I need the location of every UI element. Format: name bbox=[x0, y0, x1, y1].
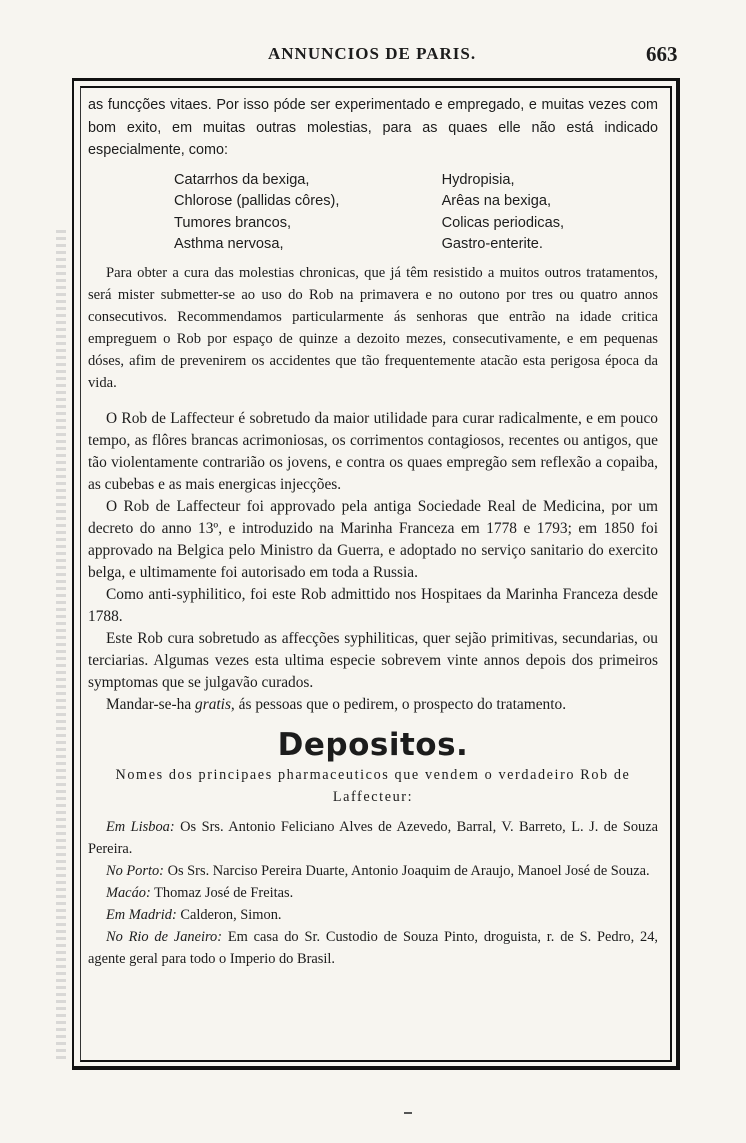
disease-row bbox=[174, 170, 634, 192]
deposit-text: Os Srs. Narciso Pereira Duarte, Antonio Joaquim de Araujo, Manoel José de Souza. bbox=[167, 862, 650, 879]
prospectus-gratis: gratis, bbox=[195, 695, 235, 713]
disease-list bbox=[174, 170, 634, 256]
utility-paragraph: O Rob de Laffecteur é sobretudo da maior utilidade para curar radicalmente, e em pouco tempo, as flôres brancas acrimoniosas, os corrimentos contagiosos, recentes ou antigos, que tão violentamente contrarião os jovens, e contra os quaes empregão sem reflexão a copaiba, as cubebas e as mais energicas injecções. bbox=[88, 409, 658, 493]
deposit-text: Em casa do Sr. Custodio de Souza Pinto, droguista, r. de S. Pedro, 24, agente geral para todo o Imperio do Brasil. bbox=[88, 928, 658, 967]
disease-item: Tumores brancos, bbox=[174, 214, 292, 231]
disease-item: Gastro-enterite. bbox=[441, 236, 543, 252]
deposit-text: Os Srs. Antonio Feliciano Alves de Azevedo, Barral, V. Barreto, L. J. de Souza Pereira. bbox=[88, 818, 658, 857]
deposit-city: Macáo: bbox=[106, 884, 151, 901]
chronic-cure-paragraph: Para obter a cura das molestias chronicas, que já têm resistido a muitos outros tratamentos, será mister submetter-se ao uso do Rob na primavera e no outono por tres ou quatro annos consecutivos. Recommendamos particularmente ás senhoras que entrão na idade critica empreguem o Rob por espaço de quinze a dezoito mezes, consecutivamente, e em pequenas dóses, afim de prevenirem os accidentes que tão frequentemente atacão esta perigosa época da vida. bbox=[88, 264, 658, 391]
depositos-title: Depositos. bbox=[277, 726, 469, 763]
deposit-entry-rio bbox=[88, 926, 658, 970]
disease-row bbox=[174, 213, 634, 235]
deposit-text: Calderon, Simon. bbox=[180, 906, 282, 923]
disease-item: Catarrhos da bexiga, bbox=[174, 171, 310, 188]
printer-mark bbox=[404, 1112, 412, 1114]
running-title: ANNUNCIOS DE PARIS. bbox=[268, 44, 477, 63]
disease-item: Asthma nervosa, bbox=[174, 236, 284, 252]
deposit-city: No Rio de Janeiro: bbox=[106, 928, 223, 945]
prospectus-paragraph bbox=[88, 694, 658, 716]
disease-item: Hydropisia, bbox=[441, 171, 515, 188]
approval-paragraph: O Rob de Laffecteur foi approvado pela antiga Sociedade Real de Medicina, por um decreto do anno 13º, e introduzido na Marinha Franceza em 1778 e 1793; em 1850 foi approvado na Belgica pelo Ministro da Guerra, e adoptado no serviço sanitario do exercito belga, e ultimamente foi autorisado em toda a Russia. bbox=[88, 497, 658, 581]
deposit-city: Em Lisboa: bbox=[106, 818, 175, 835]
depositos-subtitle: Nomes dos principaes pharmaceuticos que vendem o verdadeiro Rob de Laffecteur: bbox=[115, 766, 631, 805]
margin-ornament bbox=[56, 230, 66, 1060]
disease-item: Chlorose (pallidas côres), bbox=[174, 193, 340, 209]
deposit-city: Em Madrid: bbox=[106, 906, 177, 923]
deposit-entry-macao bbox=[88, 882, 658, 904]
disease-item: Colicas periodicas, bbox=[441, 214, 565, 231]
disease-row bbox=[174, 191, 634, 213]
disease-row bbox=[174, 234, 634, 256]
intro-paragraph: as funcções vitaes. Por isso póde ser experimentado e empregado, e muitas vezes com bom exito, em muitas outras molestias, para as quaes elle não está indicado especialmente, como: bbox=[88, 97, 658, 158]
prospectus-before: Mandar-se-ha bbox=[106, 695, 192, 713]
deposit-city: No Porto: bbox=[106, 862, 164, 879]
hospitals-paragraph: Como anti-syphilitico, foi este Rob admittido nos Hospitaes da Marinha Franceza desde 1788. bbox=[88, 585, 658, 625]
disease-item: Arêas na bexiga, bbox=[441, 193, 552, 209]
advertisement-body bbox=[88, 94, 658, 970]
syphilis-paragraph: Este Rob cura sobretudo as affecções syphiliticas, quer sejão primitivas, secundarias, ou terciarias. Algumas vezes esta ultima especie sobrevem vinte annos depois dos primeiros symptomas que se julgavão curados. bbox=[88, 629, 658, 691]
prospectus-after: ás pessoas que o pedirem, o prospecto do tratamento. bbox=[238, 695, 567, 713]
page-number: 663 bbox=[646, 42, 678, 66]
deposit-entry-madrid bbox=[88, 904, 658, 926]
deposit-entry-lisboa bbox=[88, 816, 658, 860]
deposit-text: Thomaz José de Freitas. bbox=[154, 884, 294, 901]
deposit-entry-porto bbox=[88, 860, 658, 882]
